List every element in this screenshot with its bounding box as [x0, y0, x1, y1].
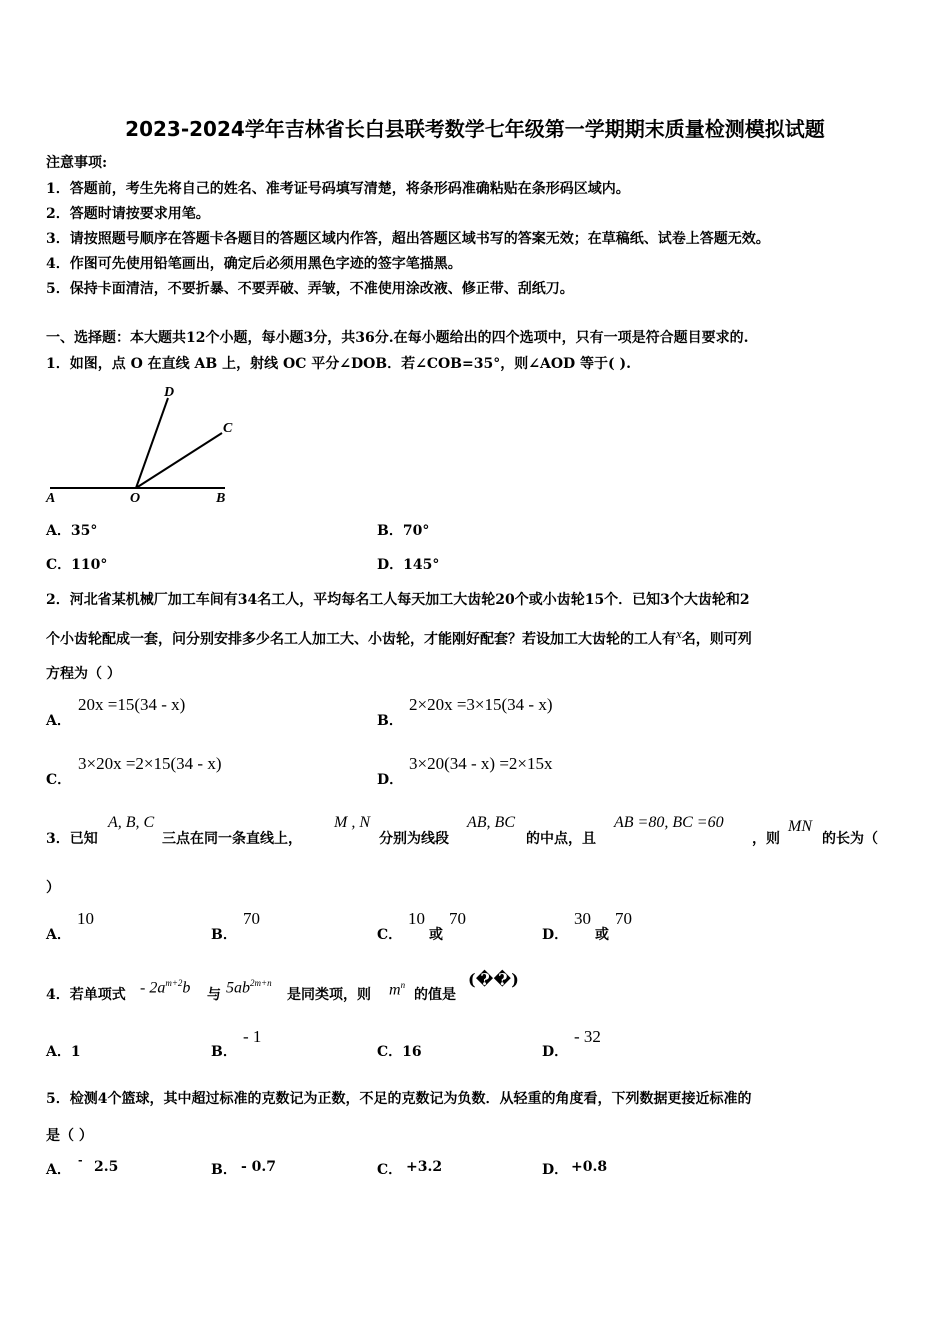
q3-option-c-value-2: 70 — [449, 909, 466, 928]
q5-option-c-label[interactable]: C． — [377, 1162, 403, 1178]
point-a-label: A — [46, 491, 56, 506]
q4-monomial-1 — [140, 978, 190, 997]
point-c-label: C — [223, 421, 233, 436]
q4-option-a[interactable]: A．1 — [46, 1044, 81, 1060]
notice-item: 2．答题时请按要求用笔。 — [46, 206, 210, 222]
q1-option-b[interactable]: B．70° — [377, 523, 430, 539]
q4-m1: - 2a — [140, 979, 166, 997]
q4-option-d-label[interactable]: D． — [542, 1044, 569, 1060]
q5-option-a-value: 2.5 — [94, 1159, 119, 1175]
q4-option-b-value: - 1 — [243, 1027, 262, 1046]
ray-oc — [136, 433, 222, 488]
q3-option-d-or: 或 — [595, 927, 609, 943]
q3-option-c-label[interactable]: C． — [377, 927, 403, 943]
q3-math-lengths: AB =80, BC =60 — [614, 814, 724, 831]
q1-option-c[interactable]: C．110° — [46, 557, 108, 573]
notice-heading: 注意事项: — [46, 155, 108, 171]
q4-option-c[interactable]: C．16 — [377, 1044, 422, 1060]
notice-item: 3．请按照题号顺序在答题卡各题目的答题区域内作答，超出答题区域书写的答案无效；在草稿纸、试卷上答题无效。 — [46, 231, 770, 247]
q2-option-c-expr: 3×20x =2×15(34 - x) — [78, 754, 222, 773]
question-2-line-1: 2．河北省某机械厂加工车间有34名工人，平均每名工人每天加工大齿轮20个或小齿轮15个．已知3个大齿轮和2 — [46, 592, 750, 608]
q3-math-mn: M , N — [334, 814, 370, 831]
question-3-text: 的长为（ — [822, 831, 878, 847]
q3-math-abc: A, B, C — [108, 814, 155, 831]
question-3-text: ，则 — [752, 831, 780, 847]
q4-option-d-value: - 32 — [574, 1027, 601, 1046]
question-3-close: ） — [46, 880, 60, 896]
notice-item: 4．作图可先使用铅笔画出，确定后必须用黑色字迹的签字笔描黑。 — [46, 256, 462, 272]
q5-option-b-label[interactable]: B． — [211, 1162, 237, 1178]
q3-option-b-value: 70 — [243, 909, 260, 928]
question-2-line-3: 方程为（ ） — [46, 666, 121, 682]
q4-sup2: 2m+n — [250, 978, 272, 988]
question-4-tail: (��) — [468, 970, 519, 989]
question-4-text: 是同类项，则 — [287, 987, 371, 1003]
q2-option-d-expr: 3×20(34 - x) =2×15x — [409, 754, 553, 773]
q3-option-d-value-2: 70 — [615, 909, 632, 928]
q2-option-d-label[interactable]: D． — [377, 772, 404, 788]
q5-option-d-value: +0.8 — [571, 1159, 608, 1175]
page-title: 2023-2024学年吉林省长白县联考数学七年级第一学期期末质量检测模拟试题 — [125, 117, 825, 141]
question-5-line-2: 是（ ） — [46, 1128, 93, 1144]
q2-option-a-label[interactable]: A． — [46, 713, 71, 729]
q3-option-c-or: 或 — [429, 927, 443, 943]
notice-item: 5．保持卡面清洁，不要折暴、不要弄破、弄皱，不准使用涂改液、修正带、刮纸刀。 — [46, 281, 574, 297]
q4-m2: 5ab — [226, 979, 250, 997]
q3-option-c-value: 10 — [408, 909, 425, 928]
question-4-text: 的值是 — [414, 987, 456, 1003]
question-2-line-2 — [46, 626, 752, 649]
point-b-label: B — [216, 491, 226, 506]
q4-sup3: n — [400, 980, 406, 990]
q3-option-a-label[interactable]: A． — [46, 927, 71, 943]
q3-math-segments: AB, BC — [467, 814, 515, 831]
q4-power — [389, 980, 405, 999]
q3-option-d-label[interactable]: D． — [542, 927, 569, 943]
q5-option-a-minus: - — [78, 1154, 83, 1167]
ray-od — [136, 398, 168, 488]
q5-option-b-value: - 0.7 — [241, 1159, 277, 1175]
q3-option-a-value: 10 — [77, 909, 94, 928]
q4-m3: m — [389, 981, 401, 999]
question-5-line-1: 5．检测4个篮球，其中超过标准的克数记为正数，不足的克数记为负数．从轻重的角度看，下列数据更接近标准的 — [46, 1091, 752, 1107]
section-heading: 一、选择题：本大题共12个小题，每小题3分，共36分.在每小题给出的四个选项中，只有一项是符合题目要求的. — [46, 330, 749, 346]
point-d-label: D — [164, 385, 175, 400]
q2-option-b-expr: 2×20x =3×15(34 - x) — [409, 695, 553, 714]
q5-option-d-label[interactable]: D． — [542, 1162, 569, 1178]
q2-option-a-expr: 20x =15(34 - x) — [78, 695, 186, 714]
question-3-text: 3．已知 — [46, 831, 98, 847]
q1-option-a[interactable]: A．35° — [46, 523, 98, 539]
question-1-stem: 1．如图，点 O 在直线 AB 上，射线 OC 平分∠DOB．若∠COB=35°，则∠AOD 等于( ). — [46, 356, 632, 372]
q5-option-c-value: +3.2 — [406, 1159, 443, 1175]
question-3-text: 的中点，且 — [526, 831, 596, 847]
q5-option-a-label[interactable]: A． — [46, 1162, 71, 1178]
q4-sup1: m+2 — [165, 978, 183, 988]
angle-figure — [40, 378, 250, 508]
q3-math-mn-segment: MN — [788, 818, 812, 835]
q4-m1b: b — [182, 979, 191, 997]
question-4-text: 与 — [207, 987, 221, 1003]
question-3-text: 三点在同一条直线上， — [162, 831, 302, 847]
q2-var: x — [676, 626, 682, 641]
point-o-label: O — [130, 491, 141, 506]
question-4-text: 4．若单项式 — [46, 987, 126, 1003]
q3-option-d-value: 30 — [574, 909, 591, 928]
q2-option-b-label[interactable]: B． — [377, 713, 403, 729]
q1-option-d[interactable]: D．145° — [377, 557, 440, 573]
q2-text: 名，则可列 — [681, 631, 752, 648]
q4-option-b-label[interactable]: B． — [211, 1044, 237, 1060]
question-3-text: 分别为线段 — [379, 831, 449, 847]
q2-option-c-label[interactable]: C． — [46, 772, 72, 788]
q3-option-b-label[interactable]: B． — [211, 927, 237, 943]
q2-text: 个小齿轮配成一套，问分别安排多少名工人加工大、小齿轮，才能刚好配套？若设加工大齿轮的工人有 — [46, 631, 676, 648]
notice-item: 1．答题前，考生先将自己的姓名、准考证号码填写清楚，将条形码准确粘贴在条形码区域内。 — [46, 181, 630, 197]
q4-monomial-2 — [226, 978, 272, 997]
